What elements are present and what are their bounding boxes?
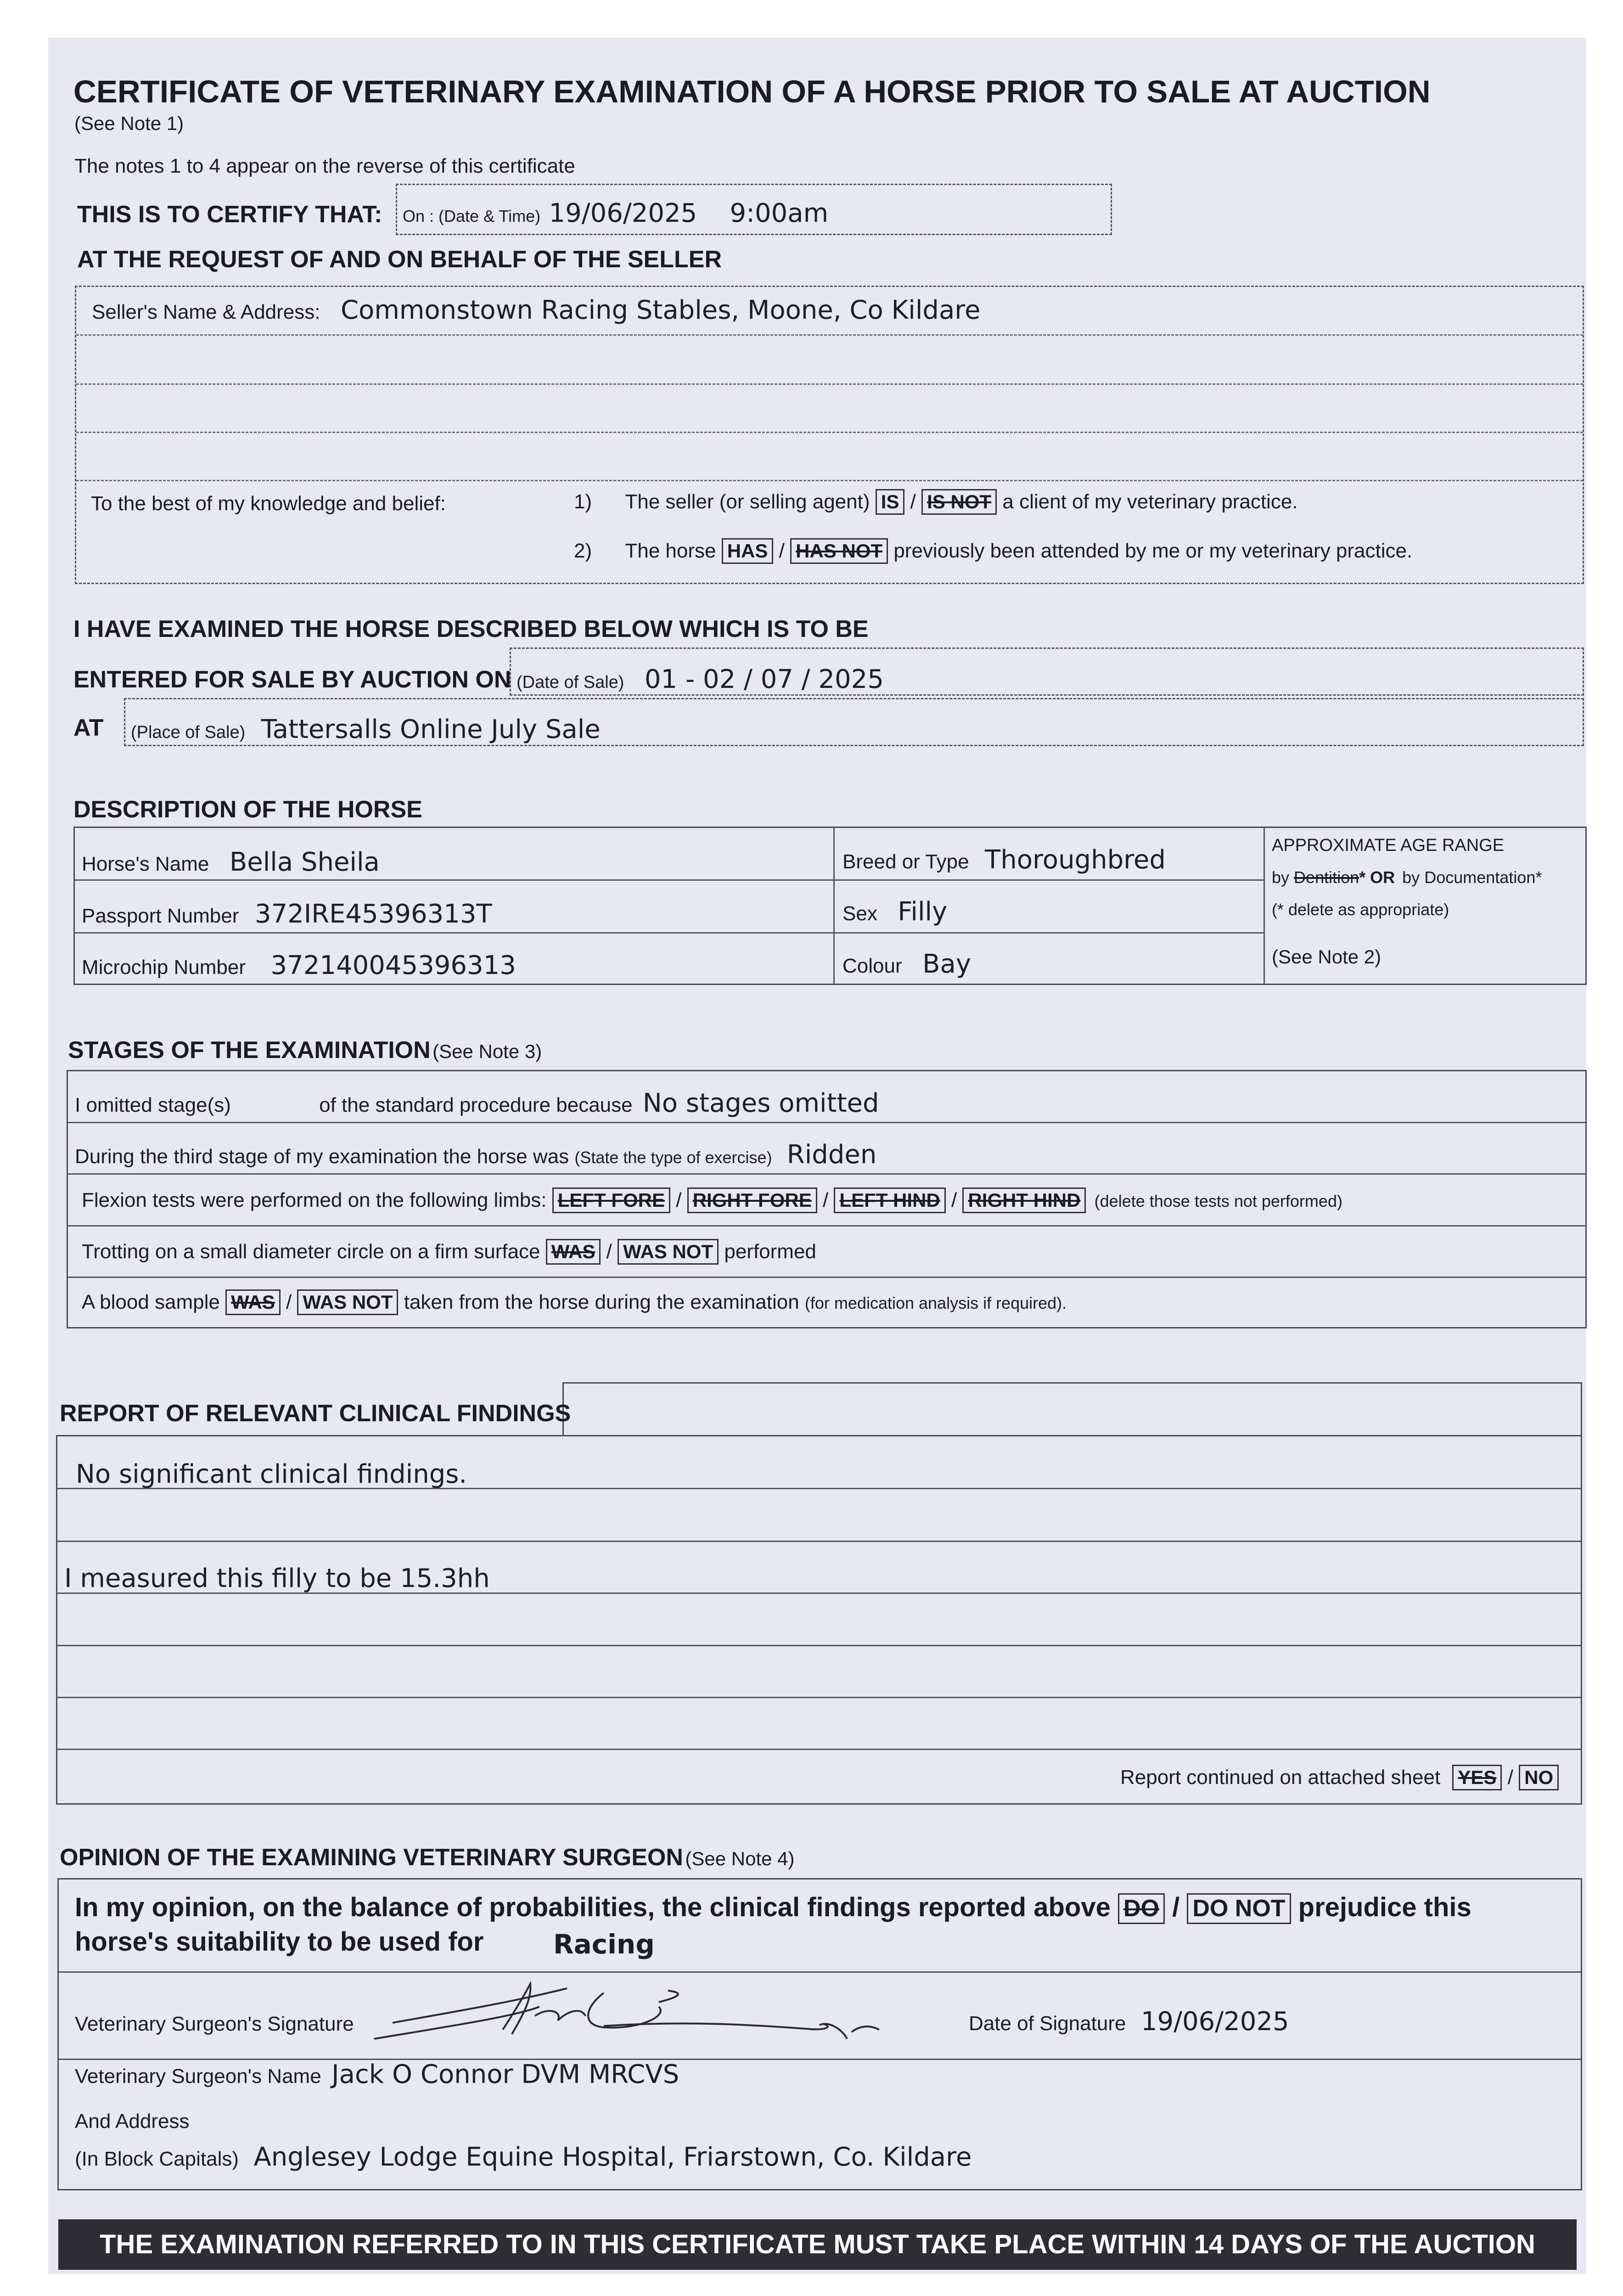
trot-text: Trotting on a small diameter circle on a firm surface bbox=[82, 1240, 540, 1263]
flexion-separator: / bbox=[951, 1189, 957, 1211]
item1-post-text: a client of my veterinary practice. bbox=[1002, 490, 1298, 513]
trot-row bbox=[82, 1239, 816, 1265]
horse-has-option[interactable]: HAS bbox=[722, 538, 774, 564]
blood-was-option[interactable]: WAS bbox=[225, 1289, 281, 1315]
colour-field[interactable] bbox=[842, 949, 971, 979]
certify-label: THIS IS TO CERTIFY THAT: bbox=[77, 201, 382, 228]
trot-separator: / bbox=[606, 1240, 612, 1263]
surgeon-name-label: Veterinary Surgeon's Name bbox=[75, 2065, 321, 2088]
flexion-right-hind-option[interactable]: RIGHT HIND bbox=[962, 1187, 1086, 1213]
date-time-value: 19/06/2025 9:00am bbox=[549, 198, 829, 228]
request-line: AT THE REQUEST OF AND ON BEHALF OF THE SELLER bbox=[77, 246, 722, 273]
age-heading: APPROXIMATE AGE RANGE bbox=[1272, 836, 1505, 855]
footer-banner: THE EXAMINATION REFERRED TO IN THIS CERTIFICATE MUST TAKE PLACE WITHIN 14 DAYS OF THE AUCTION bbox=[58, 2219, 1577, 2270]
age-by-text: by bbox=[1272, 868, 1290, 887]
age-dentition-option[interactable]: Dentition bbox=[1294, 868, 1359, 887]
third-stage-note: (State the type of exercise) bbox=[574, 1148, 772, 1167]
opinion-line-2: horse's suitability to be used for bbox=[75, 1927, 484, 1957]
passport-value: 372IRE45396313T bbox=[254, 899, 492, 929]
horse-has-not-option[interactable]: HAS NOT bbox=[790, 538, 888, 564]
notes-line: The notes 1 to 4 appear on the reverse of this certificate bbox=[74, 155, 575, 177]
date-time-field[interactable] bbox=[403, 198, 828, 228]
sex-label: Sex bbox=[842, 902, 877, 925]
report-continued bbox=[1120, 1765, 1559, 1790]
horse-name-label: Horse's Name bbox=[82, 853, 209, 875]
belief-label: To the best of my knowledge and belief: bbox=[91, 492, 446, 515]
signature-date-value: 19/06/2025 bbox=[1140, 2007, 1289, 2037]
age-options[interactable] bbox=[1272, 868, 1542, 887]
blood-note: (for medication analysis if required). bbox=[804, 1294, 1067, 1312]
sale-place-field[interactable] bbox=[131, 715, 601, 744]
age-delete-note: (* delete as appropriate) bbox=[1272, 900, 1449, 919]
continued-separator: / bbox=[1507, 1766, 1513, 1789]
certificate-title: CERTIFICATE OF VETERINARY EXAMINATION OF A HORSE PRIOR TO SALE AT AUCTION bbox=[73, 74, 1431, 109]
opinion-heading-text: OPINION OF THE EXAMINING VETERINARY SURGEON bbox=[60, 1844, 683, 1871]
item2-text: The horse bbox=[625, 540, 716, 562]
opinion-line-1 bbox=[75, 1892, 1471, 1924]
omitted-mid-text: of the standard procedure because bbox=[319, 1094, 633, 1116]
colour-value: Bay bbox=[922, 949, 971, 979]
opinion-separator: / bbox=[1172, 1892, 1180, 1922]
seller-field[interactable] bbox=[92, 295, 981, 325]
surgeon-name-field[interactable] bbox=[75, 2060, 679, 2089]
seller-label: Seller's Name & Address: bbox=[92, 301, 320, 323]
address-value: Anglesey Lodge Equine Hospital, Friarstown, Co. Kildare bbox=[253, 2142, 972, 2172]
continued-yes-option[interactable]: YES bbox=[1452, 1765, 1502, 1790]
stages-heading-note: (See Note 3) bbox=[432, 1041, 542, 1062]
flexion-row bbox=[82, 1187, 1342, 1213]
sale-date-value: 01 - 02 / 07 / 2025 bbox=[644, 664, 884, 694]
sale-date-field[interactable] bbox=[517, 664, 884, 694]
colour-label: Colour bbox=[842, 955, 902, 977]
horse-name-value: Bella Sheila bbox=[229, 847, 380, 877]
item2-separator: / bbox=[779, 540, 785, 562]
at-label: AT bbox=[73, 715, 104, 741]
sale-date-label: (Date of Sale) bbox=[517, 673, 624, 692]
third-stage-text: During the third stage of my examination the horse was bbox=[75, 1145, 569, 1168]
stages-heading bbox=[68, 1036, 542, 1064]
third-stage-field[interactable] bbox=[75, 1140, 876, 1170]
report-line-1[interactable]: No significant clinical findings. bbox=[76, 1459, 467, 1489]
omitted-value: No stages omitted bbox=[642, 1088, 879, 1118]
see-note-1: (See Note 1) bbox=[74, 113, 184, 134]
surgeon-name-value: Jack O Connor DVM MRCVS bbox=[331, 2060, 680, 2089]
description-heading: DESCRIPTION OF THE HORSE bbox=[73, 796, 422, 823]
signature-date-label: Date of Signature bbox=[969, 2012, 1126, 2035]
microchip-field[interactable] bbox=[82, 951, 516, 980]
flexion-separator: / bbox=[676, 1189, 682, 1211]
opinion-heading-note: (See Note 4) bbox=[685, 1848, 795, 1869]
sale-place-label: (Place of Sale) bbox=[131, 723, 246, 742]
blood-text: A blood sample bbox=[82, 1291, 220, 1313]
flexion-note: (delete those tests not performed) bbox=[1094, 1192, 1342, 1210]
report-heading-box bbox=[562, 1382, 1582, 1435]
flexion-text: Flexion tests were performed on the following limbs: bbox=[82, 1189, 547, 1211]
opinion-do-option[interactable]: DO bbox=[1118, 1893, 1165, 1924]
signature-image bbox=[365, 1975, 888, 2053]
sale-place-value: Tattersalls Online July Sale bbox=[261, 715, 601, 744]
report-line-2[interactable]: I measured this filly to be 15.3hh bbox=[64, 1564, 490, 1593]
breed-field[interactable] bbox=[842, 845, 1166, 875]
horse-name-field[interactable] bbox=[82, 847, 380, 877]
age-see-note: (See Note 2) bbox=[1272, 946, 1382, 968]
signature-date-field[interactable] bbox=[969, 2007, 1289, 2037]
sale-line-2: ENTERED FOR SALE BY AUCTION ON bbox=[73, 666, 511, 693]
trot-post-text: performed bbox=[724, 1240, 816, 1263]
omitted-stages-field[interactable] bbox=[75, 1088, 879, 1118]
breed-label: Breed or Type bbox=[842, 850, 969, 873]
continued-label: Report continued on attached sheet bbox=[1120, 1766, 1441, 1789]
sale-line-1: I HAVE EXAMINED THE HORSE DESCRIBED BELOW WHICH IS TO BE bbox=[73, 616, 869, 642]
passport-field[interactable] bbox=[82, 899, 492, 929]
blood-was-not-option[interactable]: WAS NOT bbox=[297, 1289, 398, 1315]
continued-no-option[interactable]: NO bbox=[1519, 1765, 1559, 1790]
address-field[interactable] bbox=[75, 2142, 972, 2172]
blood-post-text: taken from the horse during the examination bbox=[404, 1291, 799, 1313]
client-is-not-option[interactable]: IS NOT bbox=[921, 489, 997, 515]
belief-item-2 bbox=[574, 538, 1412, 564]
opinion-text: In my opinion, on the balance of probabilities, the clinical findings reported above bbox=[75, 1892, 1111, 1922]
client-is-option[interactable]: IS bbox=[876, 489, 905, 515]
sex-value: Filly bbox=[898, 897, 948, 927]
belief-item-1 bbox=[574, 489, 1298, 515]
third-stage-value: Ridden bbox=[786, 1140, 877, 1170]
microchip-label: Microchip Number bbox=[82, 956, 246, 979]
address-label-1: And Address bbox=[75, 2110, 190, 2133]
report-heading: REPORT OF RELEVANT CLINICAL FINDINGS bbox=[60, 1400, 571, 1427]
stages-heading-text: STAGES OF THE EXAMINATION bbox=[68, 1037, 431, 1064]
age-documentation-option[interactable]: by Documentation* bbox=[1402, 868, 1542, 887]
omitted-pre-text: I omitted stage(s) bbox=[75, 1094, 231, 1116]
sex-field[interactable] bbox=[842, 897, 947, 927]
signature-label: Veterinary Surgeon's Signature bbox=[75, 2013, 354, 2035]
trot-was-not-option[interactable]: WAS NOT bbox=[618, 1239, 719, 1265]
microchip-value: 372140045396313 bbox=[270, 951, 516, 980]
breed-value: Thoroughbred bbox=[985, 845, 1166, 875]
opinion-post-text: prejudice this bbox=[1298, 1892, 1471, 1922]
flexion-separator: / bbox=[822, 1189, 829, 1211]
use-value[interactable]: Racing bbox=[553, 1929, 655, 1960]
seller-value: Commonstown Racing Stables, Moone, Co Kildare bbox=[340, 295, 981, 325]
flexion-left-hind-option[interactable]: LEFT HIND bbox=[834, 1187, 945, 1213]
item1-separator: / bbox=[910, 490, 916, 513]
opinion-heading bbox=[60, 1844, 795, 1871]
item1-number: 1) bbox=[574, 490, 592, 513]
flexion-right-fore-option[interactable]: RIGHT FORE bbox=[687, 1187, 817, 1213]
flexion-left-fore-option[interactable]: LEFT FORE bbox=[552, 1187, 670, 1213]
opinion-do-not-option[interactable]: DO NOT bbox=[1187, 1893, 1291, 1924]
item2-number: 2) bbox=[574, 540, 592, 562]
passport-label: Passport Number bbox=[82, 905, 239, 927]
age-or-text: * OR bbox=[1359, 868, 1395, 887]
item2-post-text: previously been attended by me or my veterinary practice. bbox=[893, 540, 1413, 562]
item1-text: The seller (or selling agent) bbox=[625, 490, 870, 513]
address-label-2: (In Block Capitals) bbox=[75, 2148, 239, 2170]
date-time-label: On : (Date & Time) bbox=[403, 207, 541, 225]
blood-separator: / bbox=[286, 1291, 292, 1313]
trot-was-option[interactable]: WAS bbox=[546, 1239, 601, 1265]
blood-row bbox=[82, 1289, 1067, 1315]
